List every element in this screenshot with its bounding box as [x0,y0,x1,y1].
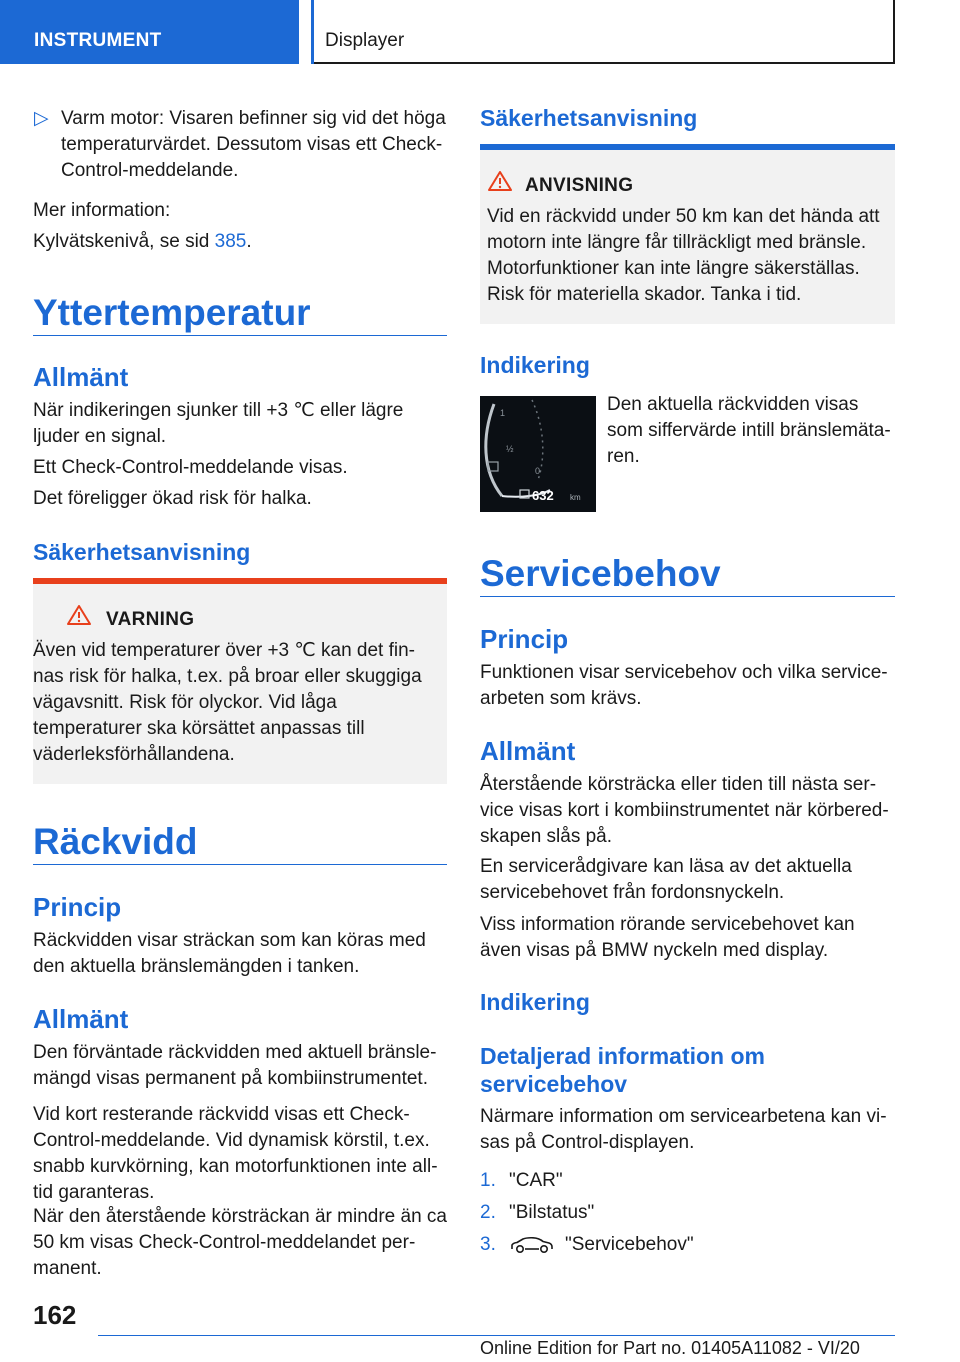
section-label: INSTRUMENT [34,30,162,51]
allmant-1-p1: När indikeringen sjunker till +3 ℃ eller lägre ljuder en signal. [33,400,404,447]
allmant-1-p3: Det föreligger ökad risk för halka. [33,488,312,509]
heading-detaljerad-information: Detaljerad information om servicebehov [480,1043,765,1097]
heading-servicebehov: Servicebehov [480,553,721,594]
princip-1-text: Räckvidden visar sträckan som kan köras med den aktuella bränslemängden i tanken. [33,930,426,977]
allmant-2-p3: När den återstående körsträckan är mindre än ca 50 km visas Check-Control-meddelandet permanent. [33,1206,447,1279]
more-info-label: Mer information: [33,200,171,221]
step-2-text: "Bilstatus" [509,1202,595,1223]
indikering-1-text: Den aktuella räckvidden visas som siffervärde intill bränslemätaren. [607,394,891,467]
warning-box [33,578,447,784]
allmant-2-p2: Vid kort resterande räckvidd visas ett Check-Control-meddelande. Vid dynamisk körstil, t.ex. snabb kurvkörning, kan motorfunktionen inte alltid garanteras. [33,1104,438,1203]
coolant-suffix: . [246,231,252,252]
heading-princip-1: Princip [33,892,122,922]
gauge-tick-mid: ½ [506,444,514,454]
step-3-text: "Servicebehov" [565,1234,694,1255]
heading-rule [480,596,895,597]
bullet-text: Varm motor: Visaren befinner sig vid det höga temperaturvärdet. Dessutom visas ett Check-Control-meddelande. [61,108,446,181]
edition-text: Online Edition for Part no. 01405A11082 - VI/20 [480,1338,860,1358]
detail-text: Närmare information om servicearbetena kan visas på Control-displayen. [480,1106,887,1153]
heading-allmant-1: Allmänt [33,362,129,392]
step-2 [480,1200,496,1226]
heading-yttertemperatur: Yttertemperatur [33,292,311,333]
gauge-range-value: 632 [532,488,554,503]
coolant-page-link[interactable]: 385 [214,231,247,252]
page-number: 162 [33,1300,77,1330]
gauge-tick-top: 1 [500,408,506,418]
step-1-text: "CAR" [509,1170,563,1191]
footer-rule [98,1335,895,1336]
warning-label: VARNING [106,609,195,630]
heading-indikering-1: Indikering [480,352,590,378]
gauge-range-unit: km [570,493,581,502]
allmant-1-p2: Ett Check-Control-meddelande visas. [33,457,348,478]
gauge-tick-bottom: 0 [535,466,541,476]
warning-bar [33,578,447,584]
section-tab [0,0,299,64]
heading-rule [33,864,447,865]
heading-rackvidd: Räckvidd [33,821,198,862]
step-3 [480,1232,496,1258]
heading-indikering-2: Indikering [480,989,590,1015]
notice-icon [487,170,513,192]
fuel-gauge-graphic [480,396,596,512]
allmant-3-p2: En servicerådgivare kan läsa av det aktuella servicebehovet från fordonsnyckeln. [480,856,852,903]
heading-rule [33,335,447,336]
heading-sakerhetsanvisning-2: Säkerhetsanvisning [480,105,698,131]
heading-allmant-3: Allmänt [480,736,576,766]
page-title: Displayer [325,30,405,51]
notice-label: ANVISNING [525,175,634,196]
step-2-number: 2. [480,1202,496,1223]
heading-allmant-2: Allmänt [33,1004,129,1034]
car-icon [509,1235,555,1255]
princip-2-text: Funktionen visar servicebehov och vilka servicearbeten som krävs. [480,662,888,709]
heading-sakerhetsanvisning-1: Säkerhetsanvisning [33,539,251,565]
fuel-gauge-image [480,396,596,512]
step-3-number: 3. [480,1234,496,1255]
notice-text: Vid en räckvidd under 50 km kan det hända att motorn inte längre får tillräckligt med bränsle. Motorfunktioner kan inte längre säkerställas. Risk för materiella skador. Tanka i tid. [487,206,880,305]
step-1-number: 1. [480,1170,496,1191]
notice-bar [480,144,895,150]
warning-text: Även vid temperaturer över +3 ℃ kan det finnas risk för halka, t.ex. på broar eller skuggiga vägavsnitt. Risk för olyckor. Vid låga temperaturer ska körsättet anpassas till väderleksförhållandena. [33,640,422,765]
bullet-marker: ▷ [34,108,49,129]
allmant-2-p1: Den förväntade räckvidden med aktuell bränslemängd visas permanent på kombiinstrumentet. [33,1042,437,1089]
warning-icon [66,604,92,626]
allmant-3-p1: Återstående körsträcka eller tiden till nästa service visas kort i kombiinstrumentet när körberedskapen slås på. [480,774,889,847]
heading-princip-2: Princip [480,624,569,654]
coolant-reference [33,229,252,255]
allmant-3-p3: Viss information rörande servicebehovet kan även visas på BMW nyckeln med display. [480,914,855,961]
coolant-text: Kylvätskenivå, se sid [33,231,215,252]
notice-box [480,144,895,324]
step-1 [480,1168,496,1194]
